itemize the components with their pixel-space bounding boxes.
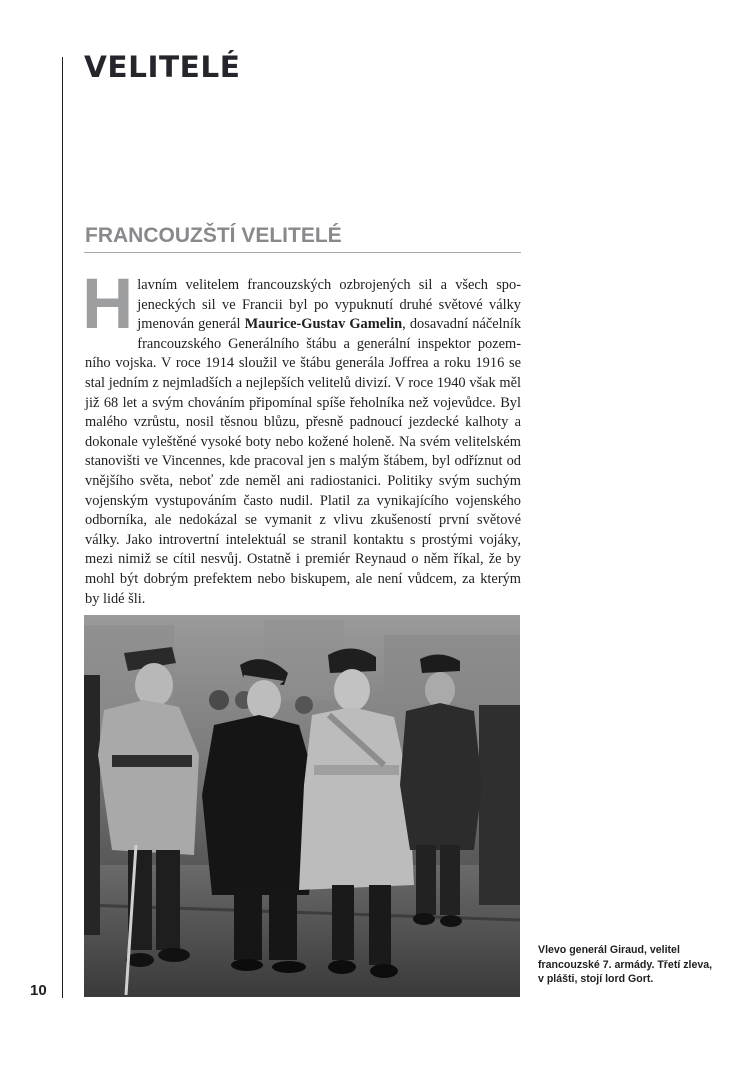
page-number: 10 — [30, 982, 47, 999]
chapter-title: VELITELÉ — [84, 50, 241, 84]
crowd-head — [209, 690, 229, 710]
photo-caption: Vlevo generál Giraud, velitel francouzské 7. armády. Třetí zleva, v plášti, stojí lord Gort. — [538, 944, 713, 986]
article-intro: lavním velitelem francouzských ozbrojených sil a všech spojeneckých sil ve Francii byl po vypuknutí druhé světové války jmenován generál — [137, 277, 521, 333]
gamelin-name: Maurice-Gustav Gamelin — [244, 316, 403, 333]
margin-rule — [62, 57, 63, 998]
section-title: FRANCOUZŠTÍ VELITELÉ — [85, 224, 342, 247]
article-rest: , dosavadní náčelník francouzského Generálního štábu a generální inspektor pozemního vojska. V roce 1914 sloužil ve štábu generála Joffrea a roku 1916 se stal jedním z nejmladších a nejlepších velitelů divizí. V roce 1940 však měl již 68 let a svým chováním připomínal spíše řeholníka než vojevůdce. Byl malého vzrůstu, nosil těsnou blůzu, přesně padnoucí jezdecké kalhoty a dokonale vyleštěné vysoké boty nebo kožené holeně. Na svém velitelském stanovišti ve Vincennes, kde pracoval jen s malým štábem, byl odříznut od vnějšího světa, neboť zde neměl ani radiostanici. Politiky svým suchým vojenským vystupováním často nudil. Platil za vynikajícího vojenského odborníka, ale nedokázal se vymanit z vlivu zkušeností první světové války. Jako introvertní intelektuál se stranil kontaktu s prostými vojáky, mezi nimiž se cítil nesvůj. Ostatně i premiér Reynaud o něm říkal, že by mohl být dobrým prefektem nebo biskupem, ale není vůdcem, za kterým by lidé šli. — [85, 316, 522, 607]
crowd-head — [295, 696, 313, 714]
photo-illustration — [84, 615, 520, 997]
section-divider — [84, 252, 521, 253]
article-body — [82, 265, 522, 609]
background-figure — [84, 675, 100, 935]
drop-cap: H — [82, 265, 134, 344]
background-figure — [479, 705, 520, 905]
officers-photo — [84, 615, 520, 997]
